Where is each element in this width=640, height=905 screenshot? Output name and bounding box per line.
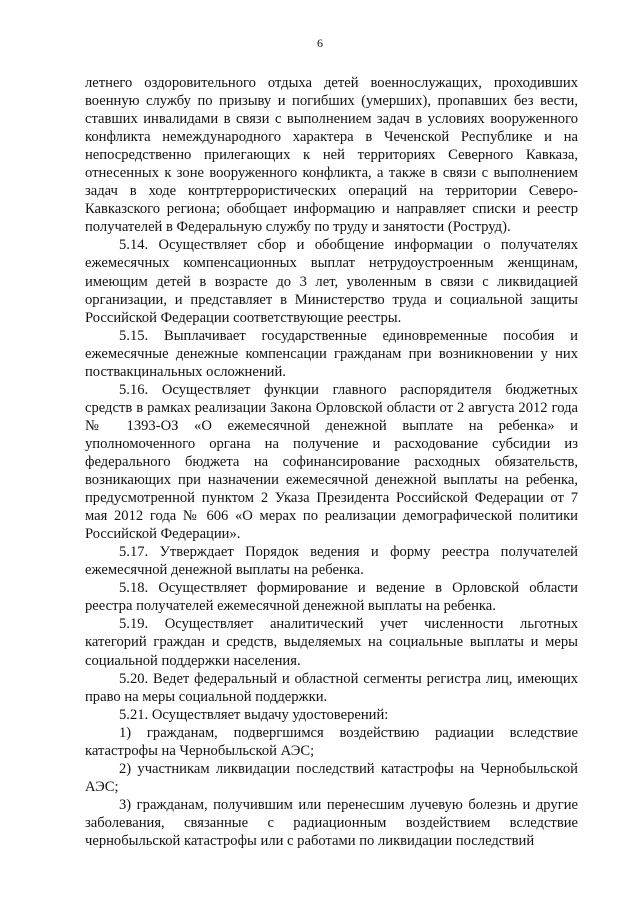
paragraph-5-14: 5.14. Осуществляет сбор и обобщение информации о получателях ежемесячных компенсационных выплат нетрудоустроенным женщинам, имеющим детей в возрасте до 3 лет, уволенным в связи с ликвидацией организации, и представляет в Министерство труда и социальной защиты Российской Федерации соответствующие реестры. xyxy=(85,237,578,326)
document-body xyxy=(85,74,578,850)
paragraph-5-17: 5.17. Утверждает Порядок ведения и форму реестра получателей ежемесячной денежной выплаты на ребенка. xyxy=(85,544,578,579)
paragraph-5-18: 5.18. Осуществляет формирование и ведение в Орловской области реестра получателей ежемесячной денежной выплаты на ребенка. xyxy=(85,580,578,615)
list-item-1: 1) гражданам, подвергшимся воздействию радиации вследствие катастрофы на Чернобыльской АЭС; xyxy=(85,724,578,759)
paragraph-5-20: 5.20. Ведет федеральный и областной сегменты регистра лиц, имеющих право на меры социальной поддержки. xyxy=(85,670,578,705)
list-item-2: 2) участникам ликвидации последствий катастрофы на Чернобыльской АЭС; xyxy=(85,760,578,795)
paragraph-5-16: 5.16. Осуществляет функции главного распорядителя бюджетных средств в рамках реализации Закона Орловской области от 2 августа 2012 года № 1393-ОЗ «О ежемесячной денежной выплате на ребенка» и уполномоченного органа на получение и расходование субсидии из федерального бюджета на софинансирование расходных обязательств, возникающих при назначении ежемесячной денежной выплаты на ребенка, предусмотренной пунктом 2 Указа Президента Российской Федерации от 7 мая 2012 года № 606 «О мерах по реализации демографической политики Российской Федерации». xyxy=(85,381,578,543)
paragraph-continuation: летнего оздоровительного отдыха детей военнослужащих, проходивших военную службу по призыву и погибших (умерших), пропавших без вести, ставших инвалидами в связи с выполнением задач в условиях вооруженного конфликта немеждународного характера в Чеченской Республике и на непосредственно прилегающих к ней территориях Северного Кавказа, отнесенных к зоне вооруженного конфликта, а также в связи с выполнением задач в ходе контртеррористических операций на территории Северо-Кавказского региона; обобщает информацию и направляет списки и реестр получателей в Федеральную службу по труду и занятости (Роструд). xyxy=(85,75,578,236)
page-number: 6 xyxy=(317,36,323,50)
paragraph-5-19: 5.19. Осуществляет аналитический учет численности льготных категорий граждан и средств, выделяемых на социальные выплаты и меры социальной поддержки населения. xyxy=(85,616,578,669)
paragraph-5-15: 5.15. Выплачивает государственные единовременные пособия и ежемесячные денежные компенсации гражданам при возникновении у них поствакцинальных осложнений. xyxy=(85,327,578,380)
paragraph-5-21: 5.21. Осуществляет выдачу удостоверений: xyxy=(119,706,389,723)
list-item-3: 3) гражданам, получившим или перенесшим лучевую болезнь и другие заболевания, связанные с радиационным воздействием вследствие чернобыльской катастрофы или с работами по ликвидации последствий xyxy=(85,796,578,849)
